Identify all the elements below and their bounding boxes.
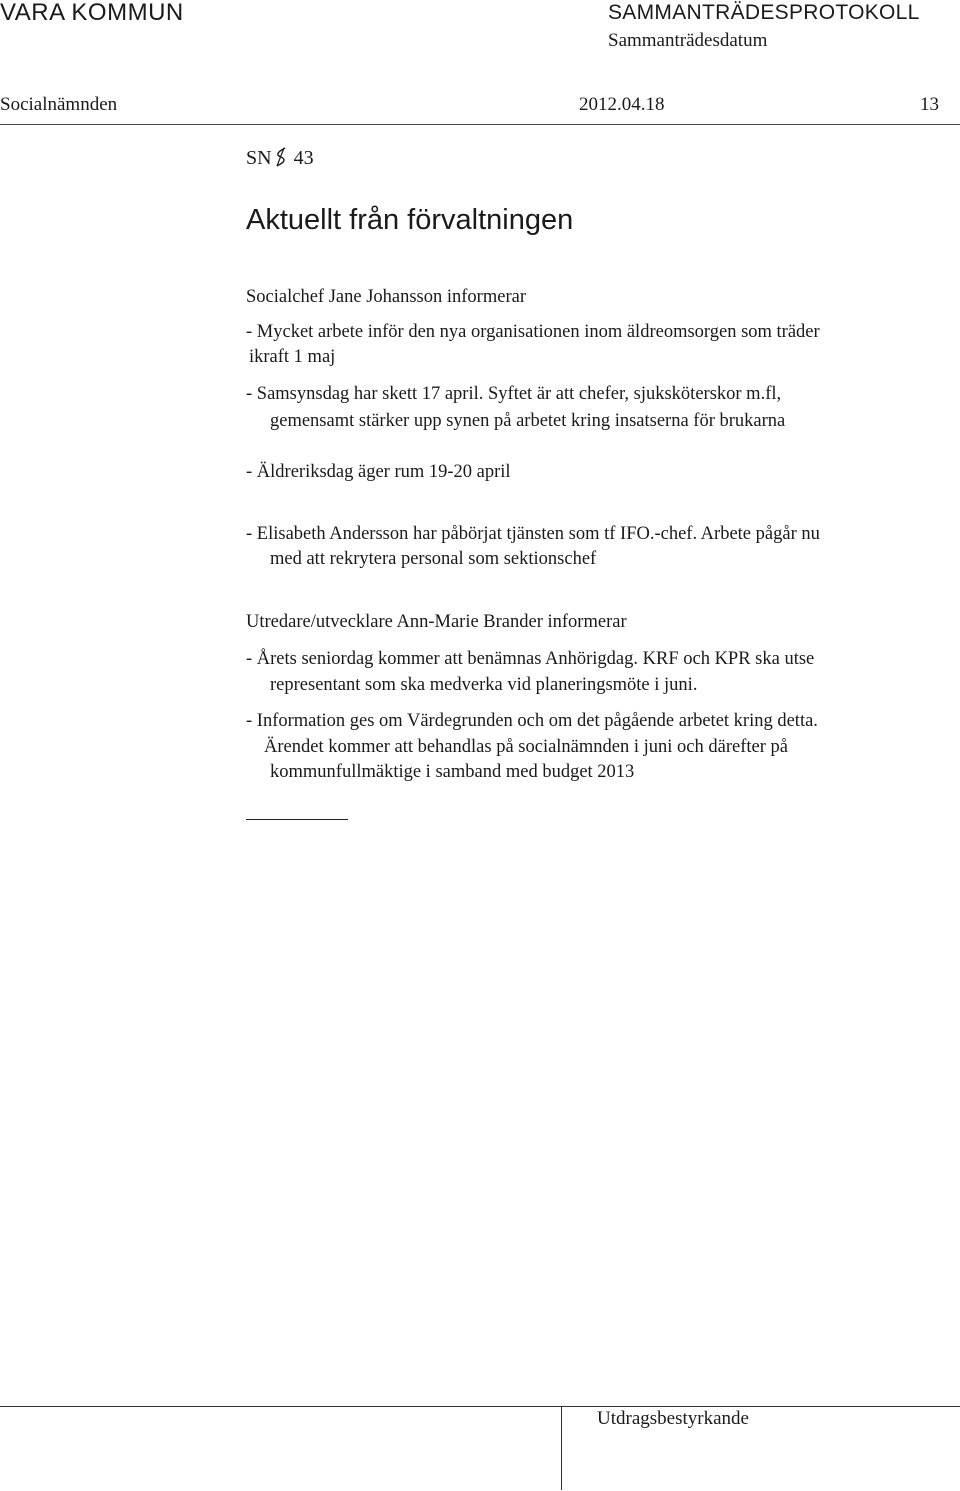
list-item: - Elisabeth Andersson har påbörjat tjänsten som tf IFO.-chef. Arbete pågår nu <box>246 524 820 544</box>
end-of-section-line <box>246 819 348 820</box>
list-item: - Äldreriksdag äger rum 19-20 april <box>246 462 511 482</box>
list-item: - Årets seniordag kommer att benämnas Anhörigdag. KRF och KPR ska utse <box>246 649 815 669</box>
footer-column-divider <box>561 1406 562 1490</box>
list-item-continuation: representant som ska medverka vid planeringsmöte i juni. <box>270 675 698 695</box>
list-item: - Samsynsdag har skett 17 april. Syftet är att chefer, sjuksköterskor m.fl, <box>246 384 782 404</box>
list-item-continuation: gemensamt stärker upp synen på arbetet kring insatserna för brukarna <box>270 411 786 431</box>
list-item-continuation: kommunfullmäktige i samband med budget 2013 <box>270 762 635 782</box>
list-item: - Mycket arbete inför den nya organisationen inom äldreomsorgen som träder <box>246 322 820 342</box>
meeting-date: 2012.04.18 <box>579 94 665 115</box>
organization-name: VARA KOMMUN <box>0 0 184 26</box>
list-item-continuation: Ärendet kommer att behandlas på socialnämnden i juni och därefter på <box>264 737 788 757</box>
committee-name: Socialnämnden <box>0 94 118 115</box>
footer-divider <box>0 1406 960 1407</box>
section-number-value: 43 <box>293 147 314 169</box>
section-title: Aktuellt från förvaltningen <box>246 204 574 236</box>
list-item-continuation: med att rekrytera personal som sektionschef <box>270 549 597 569</box>
certification-label: Utdragsbestyrkande <box>597 1408 749 1429</box>
list-item-continuation: ikraft 1 maj <box>249 347 336 367</box>
section-number <box>246 146 314 170</box>
meeting-date-label: Sammanträdesdatum <box>608 30 768 51</box>
section-sign-icon <box>274 146 288 168</box>
speaker-line: Socialchef Jane Johansson informerar <box>246 287 526 307</box>
document-type: SAMMANTRÄDESPROTOKOLL <box>608 1 920 24</box>
section-prefix: SN <box>246 147 272 169</box>
header-divider <box>0 124 960 125</box>
speaker-line: Utredare/utvecklare Ann-Marie Brander informerar <box>246 612 627 632</box>
list-item: - Information ges om Värdegrunden och om det pågående arbetet kring detta. <box>246 711 818 731</box>
page-number: 13 <box>920 94 939 115</box>
